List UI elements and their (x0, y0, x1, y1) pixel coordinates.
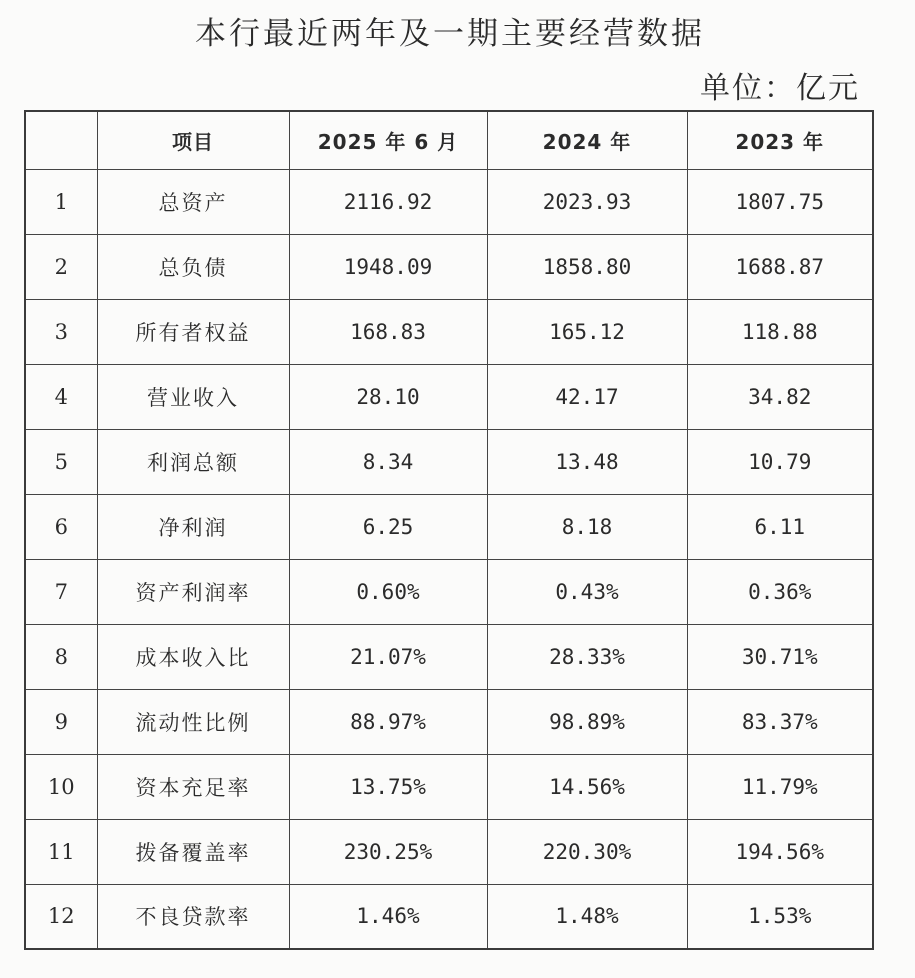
row-value-2023-cell: 118.88 (687, 299, 873, 364)
row-value-2023-cell: 6.11 (687, 494, 873, 559)
table-row (25, 299, 873, 364)
row-value-2023-cell: 1688.87 (687, 234, 873, 299)
row-item-cell: 不良贷款率 (97, 884, 289, 949)
table-row (25, 689, 873, 754)
row-index-cell: 7 (25, 559, 97, 624)
row-value-2024-cell: 28.33% (487, 624, 687, 689)
header-index (25, 111, 97, 169)
row-index-cell: 6 (25, 494, 97, 559)
row-value-2025-06-cell: 8.34 (289, 429, 487, 494)
row-value-2024-cell: 8.18 (487, 494, 687, 559)
row-index-cell: 12 (25, 884, 97, 949)
row-value-2025-06-cell: 21.07% (289, 624, 487, 689)
row-item-cell: 营业收入 (97, 364, 289, 429)
row-value-2024-cell: 1.48% (487, 884, 687, 949)
row-item-cell: 所有者权益 (97, 299, 289, 364)
row-value-2025-06-cell: 0.60% (289, 559, 487, 624)
row-index-cell: 2 (25, 234, 97, 299)
header-item: 项目 (97, 111, 289, 169)
row-index-cell: 8 (25, 624, 97, 689)
row-value-2024-cell: 1858.80 (487, 234, 687, 299)
row-index-cell: 10 (25, 754, 97, 819)
row-index-cell: 5 (25, 429, 97, 494)
table-header-row (25, 111, 873, 169)
row-index-cell: 4 (25, 364, 97, 429)
row-value-2024-cell: 165.12 (487, 299, 687, 364)
row-item-cell: 利润总额 (97, 429, 289, 494)
row-value-2025-06-cell: 1.46% (289, 884, 487, 949)
unit-label: 单位：亿元 (700, 71, 860, 106)
row-item-cell: 资产利润率 (97, 559, 289, 624)
row-item-cell: 流动性比例 (97, 689, 289, 754)
row-value-2025-06-cell: 230.25% (289, 819, 487, 884)
row-value-2025-06-cell: 168.83 (289, 299, 487, 364)
table-row (25, 884, 873, 949)
row-index-cell: 11 (25, 819, 97, 884)
row-item-cell: 拨备覆盖率 (97, 819, 289, 884)
row-value-2023-cell: 34.82 (687, 364, 873, 429)
row-value-2023-cell: 11.79% (687, 754, 873, 819)
row-value-2024-cell: 220.30% (487, 819, 687, 884)
row-value-2023-cell: 10.79 (687, 429, 873, 494)
row-item-cell: 总负债 (97, 234, 289, 299)
row-value-2024-cell: 42.17 (487, 364, 687, 429)
row-item-cell: 成本收入比 (97, 624, 289, 689)
table-row (25, 169, 873, 234)
row-index-cell: 9 (25, 689, 97, 754)
row-item-cell: 资本充足率 (97, 754, 289, 819)
table-row (25, 429, 873, 494)
row-value-2024-cell: 14.56% (487, 754, 687, 819)
row-item-cell: 总资产 (97, 169, 289, 234)
document-title: 本行最近两年及一期主要经营数据 (195, 16, 705, 52)
row-value-2024-cell: 2023.93 (487, 169, 687, 234)
row-index-cell: 1 (25, 169, 97, 234)
row-value-2025-06-cell: 1948.09 (289, 234, 487, 299)
operating-data-table (24, 110, 874, 950)
header-2023: 2023 年 (687, 111, 873, 169)
table-row (25, 494, 873, 559)
row-value-2023-cell: 83.37% (687, 689, 873, 754)
row-value-2023-cell: 30.71% (687, 624, 873, 689)
row-value-2025-06-cell: 28.10 (289, 364, 487, 429)
row-value-2024-cell: 98.89% (487, 689, 687, 754)
row-value-2025-06-cell: 6.25 (289, 494, 487, 559)
row-value-2024-cell: 0.43% (487, 559, 687, 624)
row-value-2025-06-cell: 88.97% (289, 689, 487, 754)
table-row (25, 819, 873, 884)
row-item-cell: 净利润 (97, 494, 289, 559)
row-value-2023-cell: 1.53% (687, 884, 873, 949)
row-value-2023-cell: 0.36% (687, 559, 873, 624)
table-body (25, 169, 873, 949)
table-row (25, 364, 873, 429)
table-row (25, 559, 873, 624)
row-value-2023-cell: 194.56% (687, 819, 873, 884)
table-row (25, 624, 873, 689)
table-row (25, 234, 873, 299)
row-index-cell: 3 (25, 299, 97, 364)
row-value-2024-cell: 13.48 (487, 429, 687, 494)
row-value-2025-06-cell: 13.75% (289, 754, 487, 819)
table-row (25, 754, 873, 819)
header-2025-06: 2025 年 6 月 (289, 111, 487, 169)
row-value-2025-06-cell: 2116.92 (289, 169, 487, 234)
row-value-2023-cell: 1807.75 (687, 169, 873, 234)
header-2024: 2024 年 (487, 111, 687, 169)
